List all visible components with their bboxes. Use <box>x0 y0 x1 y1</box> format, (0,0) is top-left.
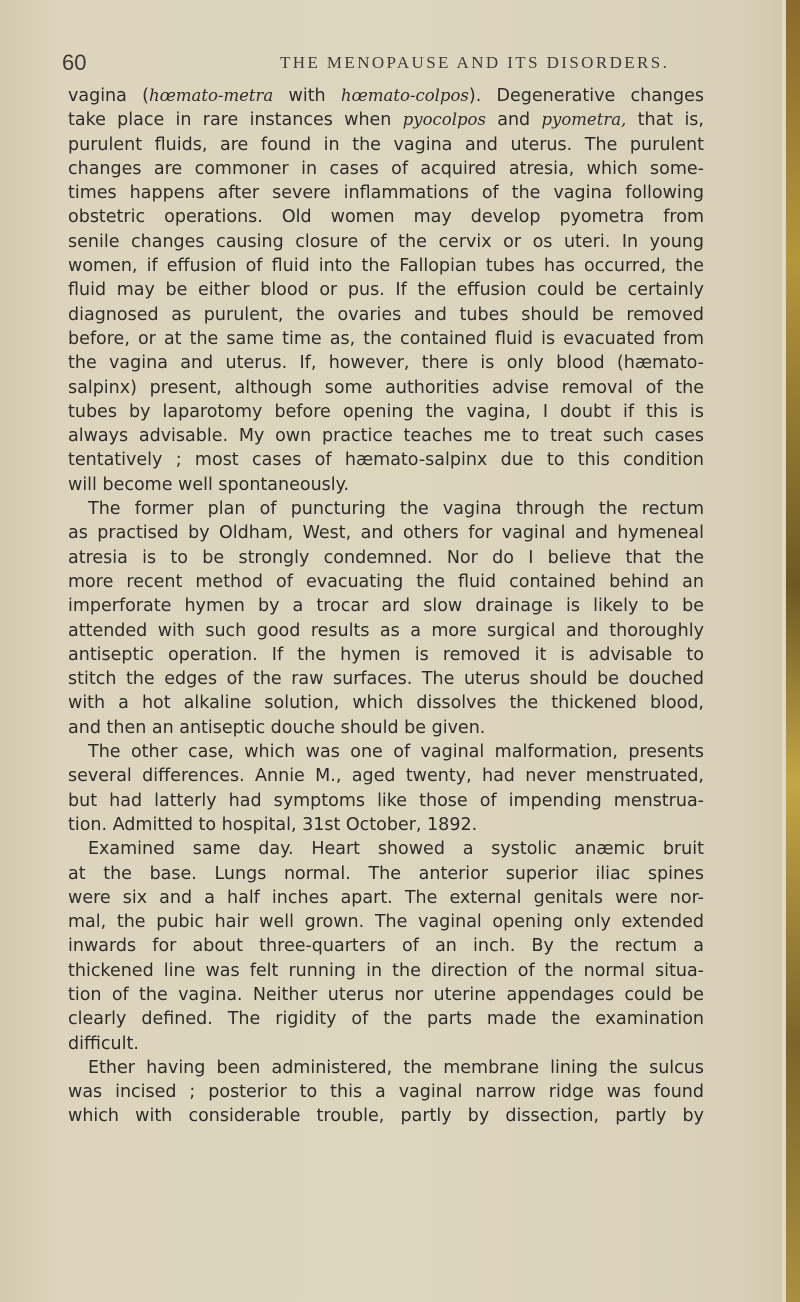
italic-term: pyocolpos <box>402 110 486 130</box>
text-segment: salpinx) present, although some authorities advise removal of the <box>68 377 704 398</box>
text-segment: were six and a half inches apart. The external genitals were nor- <box>68 887 704 908</box>
text-line <box>68 619 704 643</box>
page-number: 60 <box>62 50 87 75</box>
text-segment: times happens after severe inflammations of the vagina following <box>68 183 704 204</box>
running-title: THE MENOPAUSE AND ITS DISORDERS. <box>280 53 670 72</box>
text-line <box>68 473 704 497</box>
text-line <box>68 157 704 181</box>
text-line <box>68 789 704 813</box>
text-line <box>68 448 704 472</box>
text-segment: tentatively ; most cases of hæmato-salpinx due to this condition <box>68 450 704 471</box>
text-line <box>68 570 704 594</box>
text-line <box>68 521 704 545</box>
text-segment: attended with such good results as a more surgical and thoroughly <box>68 620 704 641</box>
text-segment: was incised ; posterior to this a vaginal narrow ridge was found <box>68 1082 704 1103</box>
text-line <box>68 376 704 400</box>
text-segment: more recent method of evacuating the fluid contained behind an <box>68 571 704 592</box>
text-line <box>68 327 704 351</box>
text-segment: obstetric operations. Old women may develop pyometra from <box>68 207 704 228</box>
text-segment: tion of the vagina. Neither uterus nor uterine appendages could be <box>68 984 704 1005</box>
text-segment: which with considerable trouble, partly by dissection, partly by <box>68 1106 704 1127</box>
text-line <box>68 205 704 229</box>
text-segment: clearly defined. The rigidity of the parts made the examination <box>68 1009 704 1030</box>
text-line <box>68 983 704 1007</box>
text-segment: will become well spontaneously. <box>68 474 350 495</box>
text-line <box>68 959 704 983</box>
text-line <box>68 934 704 958</box>
page-edge <box>786 0 800 1302</box>
text-line <box>68 594 704 618</box>
text-segment: and then an antiseptic douche should be given. <box>68 717 486 738</box>
text-segment: the vagina and uterus. If, however, there is only blood (hæmato- <box>68 353 704 374</box>
text-line <box>68 1032 704 1056</box>
text-segment: difficult. <box>68 1033 139 1054</box>
text-segment: imperforate hymen by a trocar ard slow drainage is likely to be <box>68 596 704 617</box>
text-line <box>68 1080 704 1104</box>
text-segment: vagina ( <box>68 86 149 106</box>
text-line <box>68 837 704 861</box>
text-line <box>68 813 704 837</box>
body-text <box>68 84 704 1129</box>
text-segment: The former plan of puncturing the vagina through the rectum <box>88 499 704 520</box>
text-segment: tion. Admitted to hospital, 31st October, 1892. <box>68 814 478 835</box>
text-segment: with <box>273 86 341 106</box>
page-header <box>62 50 742 80</box>
text-segment: women, if effusion of fluid into the Fallopian tubes has occurred, the <box>68 256 704 277</box>
text-segment: diagnosed as purulent, the ovaries and tubes should be removed <box>68 304 704 325</box>
text-segment: purulent fluids, are found in the vagina and uterus. The purulent <box>68 134 704 155</box>
text-segment: as practised by Oldham, West, and others for vaginal and hymeneal <box>68 523 704 544</box>
text-segment: antiseptic operation. If the hymen is removed it is advisable to <box>68 644 704 665</box>
text-segment: atresia is to be strongly condemned. Nor do I believe that the <box>68 547 704 568</box>
text-line <box>68 643 704 667</box>
text-line <box>68 230 704 254</box>
text-line <box>68 910 704 934</box>
text-segment: inwards for about three-quarters of an inch. By the rectum a <box>68 936 704 957</box>
text-segment: Ether having been administered, the membrane lining the sulcus <box>88 1057 704 1078</box>
text-segment: but had latterly had symptoms like those of impending menstrua- <box>68 790 704 811</box>
text-segment: changes are commoner in cases of acquired atresia, which some- <box>68 158 704 179</box>
text-line <box>68 497 704 521</box>
text-line <box>68 740 704 764</box>
text-line <box>68 278 704 302</box>
text-segment: fluid may be either blood or pus. If the effusion could be certainly <box>68 280 704 301</box>
text-segment: ). Degenerative changes <box>468 86 704 106</box>
text-line <box>68 108 704 132</box>
text-line <box>68 546 704 570</box>
text-segment: several differences. Annie M., aged twenty, had never menstruated, <box>68 766 704 787</box>
text-line <box>68 716 704 740</box>
text-segment: The other case, which was one of vaginal malformation, presents <box>88 742 704 763</box>
text-line <box>68 400 704 424</box>
text-line <box>68 181 704 205</box>
text-line <box>68 886 704 910</box>
text-line <box>68 303 704 327</box>
text-segment: that is, <box>626 110 704 131</box>
italic-term: hœmato-colpos <box>340 86 469 105</box>
text-segment: senile changes causing closure of the cervix or os uteri. In young <box>68 231 704 252</box>
italic-term: hœmato-metra <box>148 86 274 105</box>
text-line <box>68 1104 704 1128</box>
text-line <box>68 424 704 448</box>
text-line <box>68 691 704 715</box>
text-segment: thickened line was felt running in the direction of the normal situa- <box>68 960 704 981</box>
text-segment: stitch the edges of the raw surfaces. The uterus should be douched <box>68 669 704 690</box>
text-line <box>68 1056 704 1080</box>
text-segment: before, or at the same time as, the contained fluid is evacuated from <box>68 328 704 349</box>
text-segment: always advisable. My own practice teaches me to treat such cases <box>68 426 704 447</box>
text-line <box>68 764 704 788</box>
text-segment: and <box>485 110 542 131</box>
text-line <box>68 351 704 375</box>
text-segment: at the base. Lungs normal. The anterior superior iliac spines <box>68 863 704 884</box>
text-segment: Examined same day. Heart showed a systolic anæmic bruit <box>88 839 704 860</box>
text-line <box>68 667 704 691</box>
text-line <box>68 84 704 108</box>
text-segment: take place in rare instances when <box>68 110 403 131</box>
text-segment: mal, the pubic hair well grown. The vaginal opening only extended <box>68 912 704 933</box>
text-line <box>68 133 704 157</box>
text-segment: with a hot alkaline solution, which dissolves the thickened blood, <box>68 693 704 714</box>
text-segment: tubes by laparotomy before opening the vagina, I doubt if this is <box>68 401 704 422</box>
text-line <box>68 1007 704 1031</box>
text-line <box>68 862 704 886</box>
text-line <box>68 254 704 278</box>
italic-term: pyometra, <box>541 110 627 130</box>
